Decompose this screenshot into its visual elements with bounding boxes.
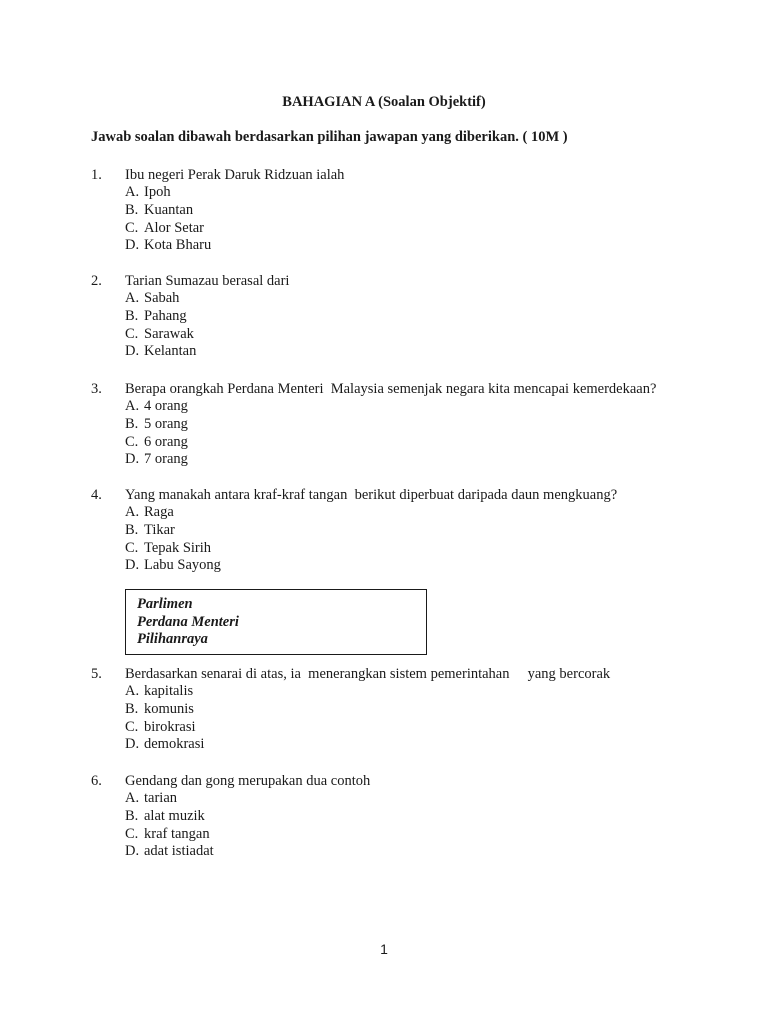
question-text: Gendang dan gong merupakan dua contoh [125, 773, 371, 789]
option-a: A. tarian [125, 790, 178, 806]
info-line-parlimen: Parlimen [137, 596, 193, 612]
question-text: Yang manakah antara kraf-kraf tangan berikut diperbuat daripada daun mengkuang? [125, 487, 618, 503]
option-c: C. birokrasi [125, 718, 196, 735]
option-c: C. Tepak Sirih [125, 539, 212, 556]
options-list [125, 398, 731, 469]
option-d: D. adat istiadat [125, 843, 214, 860]
option-a: A. Sabah [125, 290, 180, 306]
question-number: 2. [91, 273, 102, 289]
question-text: Ibu negeri Perak Daruk Ridzuan ialah [125, 167, 345, 183]
options-list [125, 290, 731, 361]
question-text: Berdasarkan senarai di atas, ia menerangkan sistem pemerintahan yang bercorak [125, 666, 611, 682]
question-1 [91, 166, 731, 255]
option-c: C. Sarawak [125, 325, 194, 342]
info-line-perdana-menteri: Perdana Menteri [137, 613, 239, 630]
option-a: A. Raga [125, 504, 174, 520]
options-list [125, 683, 731, 754]
option-b: B. Pahang [125, 307, 187, 324]
question-number: 3. [91, 381, 102, 397]
question-number: 4. [91, 487, 102, 503]
option-d: D. Kota Bharu [125, 237, 212, 254]
question-6 [91, 772, 731, 861]
option-a: A. Ipoh [125, 184, 171, 200]
option-a: A. kapitalis [125, 683, 194, 699]
option-d: D. demokrasi [125, 736, 205, 753]
options-list [125, 184, 731, 255]
option-c: C. 6 orang [125, 433, 188, 450]
option-d: D. Labu Sayong [125, 557, 221, 574]
option-a: A. 4 orang [125, 398, 188, 414]
option-b: B. alat muzik [125, 807, 205, 824]
question-number: 5. [91, 666, 102, 682]
question-number: 6. [91, 773, 102, 789]
page-number: 1 [380, 941, 388, 957]
option-b: B. Tikar [125, 521, 175, 538]
option-b: B. komunis [125, 700, 194, 717]
option-d: D. Kelantan [125, 343, 197, 360]
question-number: 1. [91, 167, 102, 183]
info-line-pilihanraya: Pilihanraya [137, 631, 208, 647]
question-2 [91, 272, 731, 361]
option-b: B. 5 orang [125, 415, 188, 432]
question-text: Tarian Sumazau berasal dari [125, 273, 290, 289]
question-text: Berapa orangkah Perdana Menteri Malaysia semenjak negara kita mencapai kemerdekaan? [125, 381, 657, 397]
instruction-text: Jawab soalan dibawah berdasarkan pilihan jawapan yang diberikan. ( 10M ) [91, 129, 568, 145]
option-c: C. kraf tangan [125, 825, 210, 842]
info-box [125, 589, 427, 655]
option-c: C. Alor Setar [125, 219, 204, 236]
section-title: BAHAGIAN A (Soalan Objektif) [282, 94, 486, 110]
question-5 [91, 665, 731, 754]
options-list [125, 504, 731, 575]
option-d: D. 7 orang [125, 451, 188, 468]
options-list [125, 790, 731, 861]
option-b: B. Kuantan [125, 201, 194, 218]
question-4 [91, 486, 731, 575]
question-3 [91, 380, 731, 469]
